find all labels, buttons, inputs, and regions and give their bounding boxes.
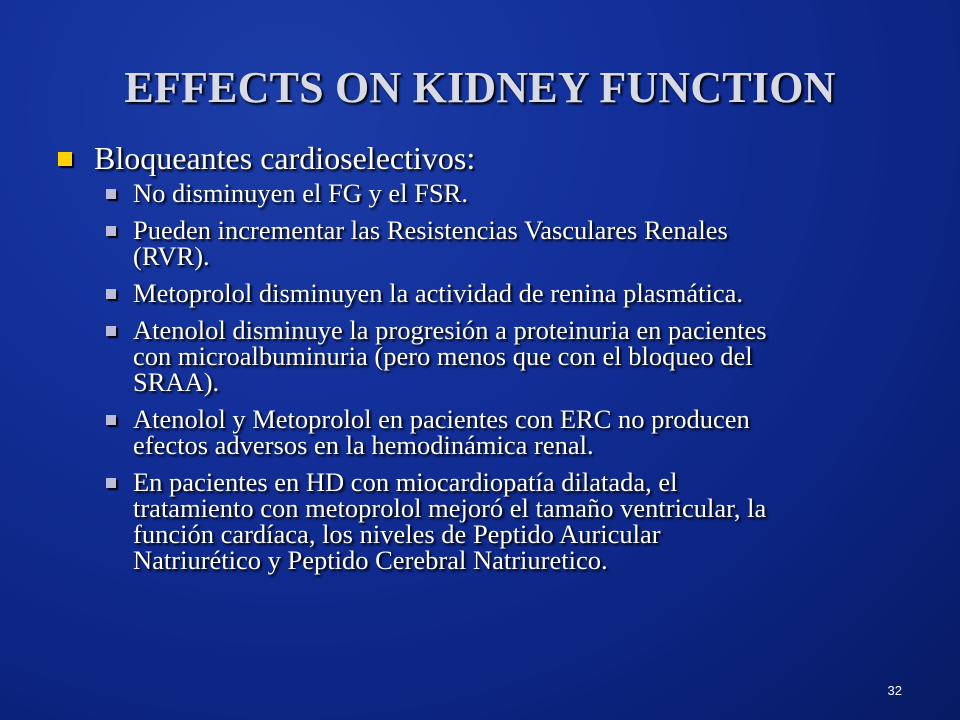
sub-bullet-item xyxy=(106,406,918,458)
square-bullet-icon xyxy=(106,326,116,336)
square-bullet-icon xyxy=(106,478,116,488)
square-bullet-icon xyxy=(58,152,72,166)
sub-bullet-list xyxy=(106,180,918,573)
sub-bullet-item xyxy=(106,180,918,206)
page-number: 32 xyxy=(887,683,902,698)
sub-bullet-text: Metoprolol disminuyen la actividad de renina plasmática. xyxy=(133,278,744,308)
sub-bullet-item xyxy=(106,217,918,269)
sub-bullet-text: Atenolol y Metoprolol en pacientes con ERC no producen efectos adversos en la hemodinámica renal. xyxy=(133,404,750,460)
sub-bullet-item xyxy=(106,469,918,573)
main-bullet-item xyxy=(58,140,918,176)
square-bullet-icon xyxy=(106,226,116,236)
sub-bullet-text: Atenolol disminuye la progresión a proteinuria en pacientes con microalbuminuria (pero menos que con el bloqueo del SRAA). xyxy=(133,315,767,397)
square-bullet-icon xyxy=(106,189,116,199)
slide-content xyxy=(58,140,918,584)
sub-bullet-item xyxy=(106,280,918,306)
square-bullet-icon xyxy=(106,415,116,425)
main-bullet-text: Bloqueantes cardioselectivos: xyxy=(94,140,476,176)
square-bullet-icon xyxy=(106,289,116,299)
sub-bullet-text: No disminuyen el FG y el FSR. xyxy=(133,178,468,208)
sub-bullet-item xyxy=(106,317,918,395)
sub-bullet-text: Pueden incrementar las Resistencias Vasculares Renales (RVR). xyxy=(133,215,728,271)
sub-bullet-text: En pacientes en HD con miocardiopatía dilatada, el tratamiento con metoprolol mejoró el tamaño ventricular, la función cardíaca, los niveles de Peptido Auricular Natriurético y Peptido Cerebral Natriuretico. xyxy=(133,467,767,575)
slide-title: EFFECTS ON KIDNEY FUNCTION xyxy=(124,63,836,112)
